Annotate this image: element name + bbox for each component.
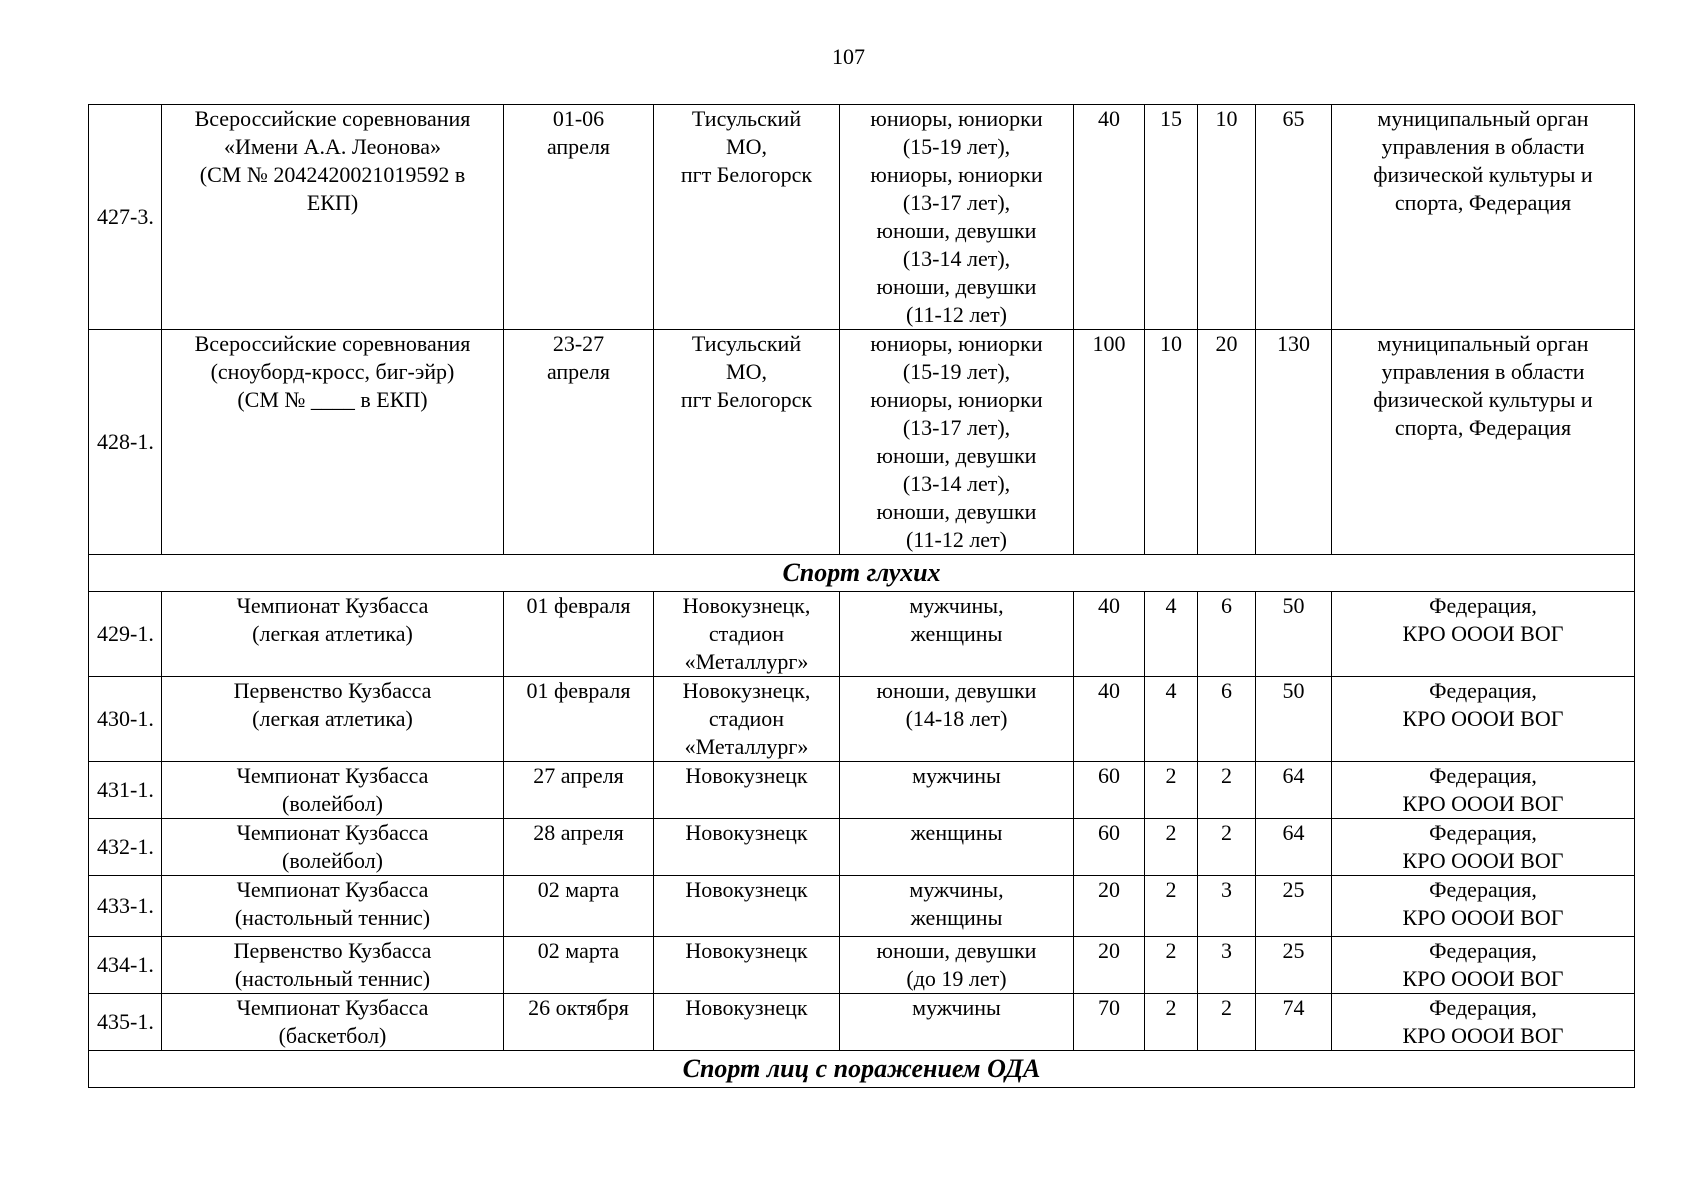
cell-place: Тисульский МО, пгт Белогорск <box>654 330 840 555</box>
cell-total-count: 50 <box>1256 677 1332 762</box>
cell-officials-count: 2 <box>1145 762 1198 819</box>
cell-officials-count: 4 <box>1145 592 1198 677</box>
cell-officials-count: 10 <box>1145 330 1198 555</box>
cell-event-name: Первенство Кузбасса (легкая атлетика) <box>162 677 504 762</box>
cell-event-name: Чемпионат Кузбасса (волейбол) <box>162 762 504 819</box>
cell-organizer: Федерация, КРО ОООИ ВОГ <box>1332 937 1635 994</box>
cell-number: 428-1. <box>89 330 162 555</box>
table-row <box>89 876 1635 937</box>
cell-number: 433-1. <box>89 876 162 937</box>
cell-total-count: 74 <box>1256 994 1332 1051</box>
cell-number: 427-3. <box>89 105 162 330</box>
cell-participants: юниоры, юниорки (15-19 лет), юниоры, юниорки (13-17 лет), юноши, девушки (13-14 лет), юноши, девушки (11-12 лет) <box>840 105 1074 330</box>
cell-participants-count: 40 <box>1074 677 1145 762</box>
cell-organizer: Федерация, КРО ОООИ ВОГ <box>1332 592 1635 677</box>
cell-coaches-count: 3 <box>1198 876 1256 937</box>
cell-place: Новокузнецк <box>654 876 840 937</box>
cell-event-name: Первенство Кузбасса (настольный теннис) <box>162 937 504 994</box>
cell-total-count: 65 <box>1256 105 1332 330</box>
cell-dates: 02 марта <box>504 876 654 937</box>
section-header-row <box>89 1051 1635 1088</box>
cell-participants-count: 60 <box>1074 819 1145 876</box>
cell-number: 435-1. <box>89 994 162 1051</box>
cell-total-count: 25 <box>1256 876 1332 937</box>
cell-coaches-count: 20 <box>1198 330 1256 555</box>
cell-total-count: 50 <box>1256 592 1332 677</box>
cell-place: Новокузнецк <box>654 819 840 876</box>
page-number: 107 <box>832 44 865 69</box>
table-row <box>89 592 1635 677</box>
cell-event-name: Чемпионат Кузбасса (настольный теннис) <box>162 876 504 937</box>
cell-participants-count: 40 <box>1074 105 1145 330</box>
cell-coaches-count: 6 <box>1198 677 1256 762</box>
cell-coaches-count: 2 <box>1198 994 1256 1051</box>
cell-total-count: 64 <box>1256 819 1332 876</box>
cell-dates: 01 февраля <box>504 592 654 677</box>
cell-participants-count: 60 <box>1074 762 1145 819</box>
cell-dates: 27 апреля <box>504 762 654 819</box>
schedule-table <box>88 104 1635 1088</box>
cell-number: 430-1. <box>89 677 162 762</box>
table-row <box>89 330 1635 555</box>
cell-dates: 01 февраля <box>504 677 654 762</box>
cell-dates: 26 октября <box>504 994 654 1051</box>
cell-number: 429-1. <box>89 592 162 677</box>
cell-officials-count: 2 <box>1145 994 1198 1051</box>
cell-total-count: 25 <box>1256 937 1332 994</box>
cell-coaches-count: 6 <box>1198 592 1256 677</box>
cell-organizer: Федерация, КРО ОООИ ВОГ <box>1332 677 1635 762</box>
cell-officials-count: 2 <box>1145 876 1198 937</box>
section-title: Спорт лиц с поражением ОДА <box>89 1051 1635 1088</box>
cell-place: Тисульский МО, пгт Белогорск <box>654 105 840 330</box>
cell-participants-count: 70 <box>1074 994 1145 1051</box>
cell-place: Новокузнецк, стадион «Металлург» <box>654 592 840 677</box>
cell-officials-count: 2 <box>1145 819 1198 876</box>
cell-organizer: Федерация, КРО ОООИ ВОГ <box>1332 876 1635 937</box>
cell-total-count: 64 <box>1256 762 1332 819</box>
cell-total-count: 130 <box>1256 330 1332 555</box>
cell-place: Новокузнецк <box>654 994 840 1051</box>
cell-dates: 28 апреля <box>504 819 654 876</box>
table-row <box>89 937 1635 994</box>
cell-place: Новокузнецк <box>654 762 840 819</box>
section-title: Спорт глухих <box>89 555 1635 592</box>
table-row <box>89 819 1635 876</box>
cell-officials-count: 15 <box>1145 105 1198 330</box>
cell-organizer: Федерация, КРО ОООИ ВОГ <box>1332 819 1635 876</box>
cell-event-name: Чемпионат Кузбасса (баскетбол) <box>162 994 504 1051</box>
cell-event-name: Чемпионат Кузбасса (легкая атлетика) <box>162 592 504 677</box>
cell-participants-count: 20 <box>1074 937 1145 994</box>
cell-participants: мужчины <box>840 762 1074 819</box>
cell-number: 434-1. <box>89 937 162 994</box>
cell-participants-count: 20 <box>1074 876 1145 937</box>
cell-participants: юноши, девушки (до 19 лет) <box>840 937 1074 994</box>
cell-officials-count: 4 <box>1145 677 1198 762</box>
cell-participants: мужчины, женщины <box>840 592 1074 677</box>
table-row <box>89 105 1635 330</box>
table-row <box>89 994 1635 1051</box>
cell-coaches-count: 2 <box>1198 819 1256 876</box>
cell-participants: юниоры, юниорки (15-19 лет), юниоры, юниорки (13-17 лет), юноши, девушки (13-14 лет), юноши, девушки (11-12 лет) <box>840 330 1074 555</box>
cell-number: 431-1. <box>89 762 162 819</box>
cell-officials-count: 2 <box>1145 937 1198 994</box>
cell-participants: юноши, девушки (14-18 лет) <box>840 677 1074 762</box>
table-row <box>89 762 1635 819</box>
cell-event-name: Всероссийские соревнования (сноуборд-кросс, биг-эйр) (СМ № ____ в ЕКП) <box>162 330 504 555</box>
cell-coaches-count: 2 <box>1198 762 1256 819</box>
cell-organizer: муниципальный орган управления в области физической культуры и спорта, Федерация <box>1332 105 1635 330</box>
cell-place: Новокузнецк, стадион «Металлург» <box>654 677 840 762</box>
cell-number: 432-1. <box>89 819 162 876</box>
cell-organizer: Федерация, КРО ОООИ ВОГ <box>1332 994 1635 1051</box>
table-row <box>89 677 1635 762</box>
cell-dates: 02 марта <box>504 937 654 994</box>
cell-participants-count: 40 <box>1074 592 1145 677</box>
cell-dates: 01-06 апреля <box>504 105 654 330</box>
cell-place: Новокузнецк <box>654 937 840 994</box>
cell-event-name: Всероссийские соревнования «Имени А.А. Леонова» (СМ № 2042420021019592 в ЕКП) <box>162 105 504 330</box>
cell-organizer: муниципальный орган управления в области физической культуры и спорта, Федерация <box>1332 330 1635 555</box>
section-header-row <box>89 555 1635 592</box>
cell-dates: 23-27 апреля <box>504 330 654 555</box>
cell-coaches-count: 10 <box>1198 105 1256 330</box>
cell-coaches-count: 3 <box>1198 937 1256 994</box>
cell-event-name: Чемпионат Кузбасса (волейбол) <box>162 819 504 876</box>
cell-participants: мужчины <box>840 994 1074 1051</box>
cell-participants: женщины <box>840 819 1074 876</box>
cell-participants-count: 100 <box>1074 330 1145 555</box>
cell-participants: мужчины, женщины <box>840 876 1074 937</box>
cell-organizer: Федерация, КРО ОООИ ВОГ <box>1332 762 1635 819</box>
